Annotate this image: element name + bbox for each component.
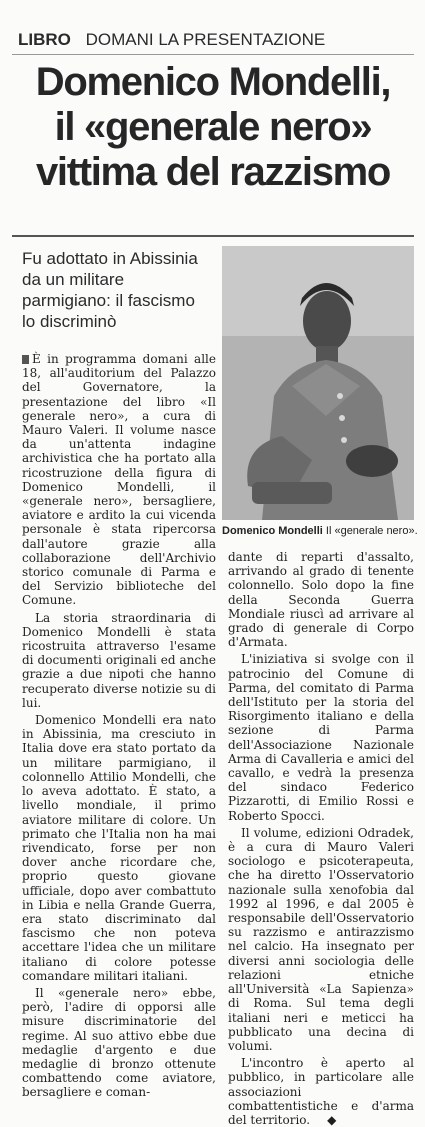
article-subheadline [22,248,212,332]
photo-caption [222,525,418,537]
caption-text: Il «generale nero». [322,525,418,537]
top-rule [12,54,414,55]
body-paragraph: L'incontro è aperto al pubblico, in particolare alle associazioni combattentistiche e d'arma del territorio. ◆ [228,1056,414,1127]
body-paragraph: Il «generale nero» ebbe, però, l'adire di opporsi alle misure discriminatorie del regime. Al suo attivo ebbe due medaglie d'argento e due medaglie di bronzo ottenute combattendo come aviatore, bersagliere e coman- [22,985,216,1100]
headline-line-3: vittima del razzismo [35,150,391,194]
article-column-2 [228,550,414,1127]
headline-line-2: il «generale nero» [54,105,372,149]
article-column-1 [22,352,216,1100]
body-paragraph: Il volume, edizioni Odradek, è a cura di Mauro Valeri sociologo e psicoterapeuta, che ha diretto l'Osservatorio nazionale sulla xenofobia dal 1992 al 1996, e dal 2005 è responsabile dell'Osservatorio su razzismo e antirazzismo nel calcio. Ha insegnato per diversi anni sociologia delle relazioni etniche all'Università «La Sapienza» di Roma. Sul tema degli italiani neri e meticci ha pubblicato una decina di volumi. [228,825,414,1053]
body-paragraph: È in programma domani alle 18, all'auditorium del Palazzo del Governatore, la presentazione del libro «Il generale nero», a cura di Mauro Valeri. Il volume nasce da un'attenta indagine archivistica che ha portato alla ricostruzione della figura di Domenico Mondelli, il «generale nero», bersagliere, aviatore e ardito la cui vicenda personale è stata ripercorsa dall'autore grazie alla collaborazione dell'Archivio storico comunale di Parma e del Servizio biblioteche del Comune. [22,352,216,608]
article-headline [12,60,414,195]
body-paragraph: dante di reparti d'assalto, arrivando al grado di tenente colonnello. Solo dopo la fine della Seconda Guerra Mondiale riuscì ad arrivare al grado di generale di Corpo d'Armata. [228,550,414,650]
end-mark-icon: ◆ [327,1112,337,1127]
subhead-line-1: Fu adottato in Abissinia [22,249,198,268]
subhead-line-3: parmigiano: il fascismo [22,291,195,310]
headline-rule [12,235,414,237]
body-paragraph: Domenico Mondelli era nato in Abissinia, ma cresciuto in Italia dove era stato portato da un militare parmigiano, il colonnello Attilio Mondelli, che lo aveva adottato. È stato, a livello mondiale, il primo aviatore militare di colore. Un primato che l'Italia non ha mai rivendicato, forse per non dover anche ricordare che, proprio questo giovane ufficiale, dopo aver combattuto in Libia e nella Grande Guerra, era stato discriminato dal fascismo che non poteva accettare l'idea che un militare italiano di colore potesse comandare militari italiani. [22,713,216,983]
subhead-line-2: da un militare [22,270,125,289]
portrait-illustration [222,246,414,520]
caption-name: Domenico Mondelli [222,525,323,537]
section-label: LIBRO [18,30,71,49]
subhead-line-4: lo discriminò [22,312,117,331]
kicker-topic: DOMANI LA PRESENTAZIONE [85,30,326,49]
body-paragraph: L'iniziativa si svolge con il patrocinio del Comune di Parma, del comitato di Parma dell'Istituto per la storia del Risorgimento italiano e della sezione di Parma dell'Associazione Nazionale Arma di Cavalleria e amici del cavallo, e vedrà la presenza del sindaco Federico Pizzarotti, di Emilio Rossi e Roberto Spocci. [228,652,414,823]
portrait-photo [222,246,414,520]
lead-bullet-icon [22,355,29,364]
headline-line-1: Domenico Mondelli, [35,60,391,104]
article-kicker [18,30,325,50]
body-paragraph: La storia straordinaria di Domenico Mondelli è stata ricostruita attraverso l'esame di documenti originali ed anche grazie a due nipoti che hanno recuperato diverse notizie su di lui. [22,610,216,710]
